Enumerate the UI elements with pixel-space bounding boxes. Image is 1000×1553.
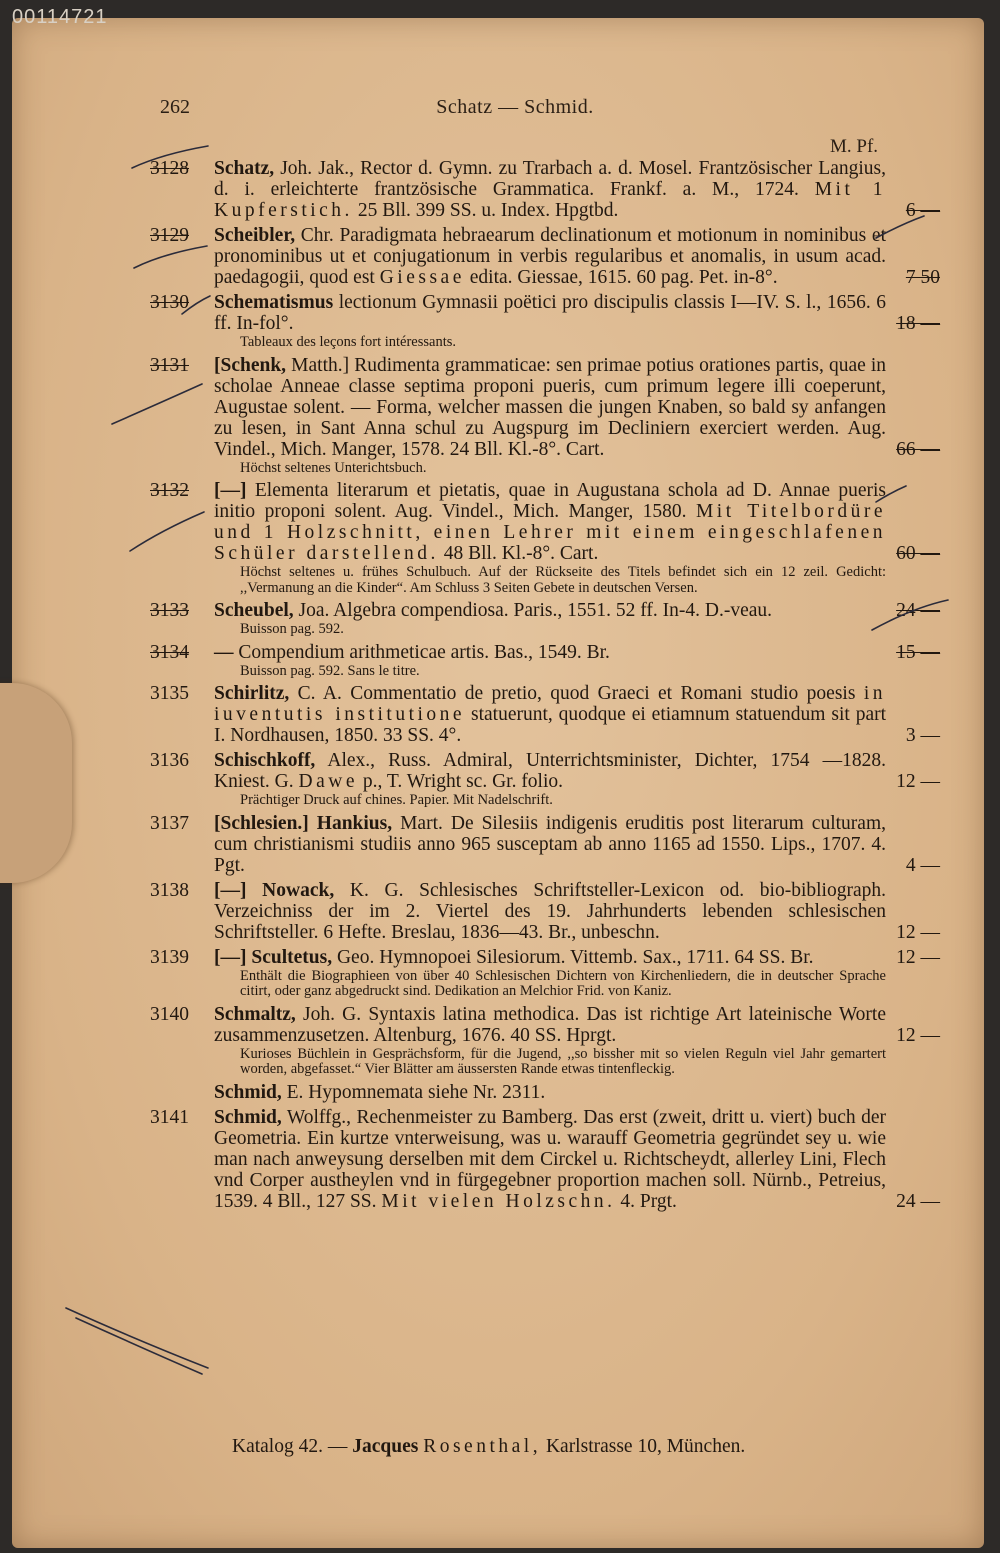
entry-number: 3130 <box>150 292 189 313</box>
footer-publisher: Jacques <box>352 1436 419 1457</box>
crossref-author: Schmid, <box>214 1081 282 1103</box>
entry-text <box>214 642 886 663</box>
entry-number: 3134 <box>150 641 189 663</box>
entry-spaced-text: in iuventutis institutione <box>214 683 886 725</box>
entry-text <box>214 947 886 968</box>
entry-number: 3129 <box>150 225 189 246</box>
entry-author: Scheubel, <box>214 600 294 621</box>
catalog-entry <box>150 600 940 638</box>
entry-text <box>214 1004 886 1046</box>
catalog-entry <box>150 355 940 477</box>
entry-description: Wolffg., Rechenmeister zu Bamberg. Das erst (zweit, dritt u. viert) buch der Geometria. Ein kurtze vnterweisung, was u. warauff Geometria gegründet sey u. wie man nach anweysung derselben mit dem Circkel u. Richtscheydt, allerley Lini, Flech vnd Corper austheylen vnd in fürgegebner proportion machen soll. Nürnb., Petreius, 1539. 4 Bll., 127 SS. <box>214 1106 886 1212</box>
entry-text <box>214 1107 886 1212</box>
entry-price: 12 — <box>896 946 940 968</box>
catalog-entry <box>150 158 940 221</box>
entry-text <box>214 480 886 564</box>
footer-catalog: Katalog 42. — <box>232 1436 348 1457</box>
entry-tail: statuerunt, quodque ei etiamnum statuendum sit part I. Nordhausen, 1850. 33 SS. 4°. <box>214 704 887 746</box>
entry-author: [Schlesien.] Hankius, <box>214 812 393 834</box>
entry-author: Schmaltz, <box>214 1003 296 1025</box>
entry-author: Schischkoff, <box>214 750 316 771</box>
entry-price: 7 50 <box>905 267 940 288</box>
entry-spaced-text: Giessae <box>379 267 465 288</box>
entry-spaced-text: Dawe <box>298 771 358 792</box>
entry-note: Höchst seltenes u. frühes Schulbuch. Auf der Rückseite des Titels befindet sich ein 12 zeil. Gedicht: ,,Vermanung an die Kinder“. Am Schluss 3 Seiten Gebete in deutschen Versen. <box>240 564 886 596</box>
catalog-entry <box>150 480 940 596</box>
entry-price: 18 — <box>896 313 940 334</box>
entry-spaced-text: Mit 1 Kupferstich. <box>214 179 886 221</box>
entry-number: 3136 <box>150 750 189 771</box>
entry-list <box>150 158 940 1216</box>
entry-note: Tableaux des leçons fort intéressants. <box>240 334 457 350</box>
entry-description: Joh. G. Syntaxis latina methodica. Das ist richtige Art lateinische Worte zusammenzusetzen. Altenburg, 1676. 40 SS. Hprgt. <box>214 1003 887 1046</box>
catalog-entry <box>150 642 940 680</box>
entry-author: [—] Scultetus, <box>214 946 333 968</box>
catalog-entry <box>150 1004 940 1078</box>
entry-price: 3 — <box>905 725 940 746</box>
page-number: 262 <box>160 96 190 118</box>
catalog-entry <box>150 947 940 1000</box>
entry-number: 3135 <box>150 683 189 704</box>
entry-price: 15 — <box>896 641 940 663</box>
entry-number: 3141 <box>150 1106 189 1128</box>
page-footer <box>232 1436 892 1458</box>
entry-description: Joh. Jak., Rector d. Gymn. zu Trarbach a. d. Mosel. Frantzösischer Langius, d. i. erleichterte frantzösische Grammatica. Frankf. a. M., 1724. <box>214 158 887 200</box>
running-head: Schatz — Schmid. <box>436 96 594 118</box>
entry-price: 4 — <box>905 854 940 876</box>
entry-text <box>214 813 886 876</box>
entry-author: Schematismus <box>214 292 334 313</box>
entry-number: 3132 <box>150 480 189 501</box>
entry-number: 3138 <box>150 879 189 901</box>
entry-text <box>214 600 886 621</box>
footer-publisher-surname: Rosenthal, <box>423 1436 542 1457</box>
page-tab <box>0 683 72 883</box>
archive-id: 00114721 <box>12 6 108 28</box>
entry-text <box>214 158 886 221</box>
catalog-entry <box>150 1107 940 1212</box>
catalog-entry <box>150 880 940 943</box>
entry-text <box>214 750 886 792</box>
entry-note: Buisson pag. 592. <box>240 621 344 637</box>
entry-description: K. G. Schlesisches Schriftsteller-Lexicon od. bio-bibliograph. Verzeichniss der im 2. Viertel des 19. Jahrhunderts lebenden schlesischen Schriftsteller. 6 Hefte. Breslau, 1836—43. Br., unbeschn. <box>214 879 886 943</box>
entry-number: 3139 <box>150 946 189 968</box>
entry-number: 3128 <box>150 158 189 179</box>
entry-tail: 4. Prgt. <box>620 1190 677 1212</box>
entry-description: Chr. Paradigmata hebraearum declinationum et motionum in nominibus et pronominibus ut et conjugationum in verbis regularibus et anomalis, in usum acad. paedagogii, quod est <box>214 225 886 288</box>
entry-number: 3131 <box>150 354 189 376</box>
entry-description: Geo. Hymnopoei Silesiorum. Vittemb. Sax., 1711. 64 SS. Br. <box>336 946 814 968</box>
catalog-entry <box>150 813 940 876</box>
entry-author: Scheibler, <box>214 225 296 246</box>
catalog-entry <box>150 292 940 351</box>
entry-author: — <box>214 641 234 663</box>
entry-tail: edita. Giessae, 1615. 60 pag. Pet. in-8°. <box>469 267 778 288</box>
entry-price: 12 — <box>896 921 940 943</box>
catalog-page <box>12 6 984 1548</box>
entry-note: Enthält die Biographieen von über 40 Schlesischen Dichtern von Kirchenliedern, die in deutscher Sprache citirt, oder ganz abgedruckt sind. Dedikation an Melchior Frid. von Kaniz. <box>240 967 886 999</box>
entry-text <box>214 683 886 746</box>
entry-description: Joa. Algebra compendiosa. Paris., 1551. 52 ff. In-4. D.-veau. <box>298 600 773 621</box>
entry-description: Mart. De Silesiis indigenis eruditis post literarum culturam, cum christianismi studiis anno 965 susceptam ab anno 1165 ad 1550. Lips., 1707. 4. Pgt. <box>214 812 886 876</box>
entry-price: 6 — <box>905 200 940 221</box>
entry-note: Prächtiger Druck auf chines. Papier. Mit Nadelschrift. <box>240 792 553 808</box>
entry-number: 3137 <box>150 812 189 834</box>
entry-description: lectionum Gymnasii poëtici pro discipulis classis I—IV. S. l., 1656. 6 ff. In-fol°. <box>214 292 886 334</box>
entry-description: C. A. Commentatio de pretio, quod Graeci et Romani studio poesis <box>297 683 856 704</box>
entry-text <box>214 225 886 288</box>
entry-note: Buisson pag. 592. Sans le titre. <box>240 662 420 679</box>
entry-spaced-text: Mit Titelbordüre und 1 Holzschnitt, einen Lehrer mit einem eingeschlafenen Schüler darstellend. <box>214 501 886 564</box>
footer-address: Karlstrasse 10, München. <box>545 1436 746 1457</box>
price-column-header: M. Pf. <box>830 136 879 157</box>
entry-author: [—] <box>214 480 247 501</box>
entry-author: [—] Nowack, <box>214 879 335 901</box>
entry-tail: 48 Bll. Kl.-8°. Cart. <box>443 543 599 564</box>
entry-note: Kurioses Büchlein in Gesprächsform, für die Jugend, ,,so bissher mit so vielen Reguln viel Jahr gemartert worden, abgefasset.“ Vier Blätter am äussersten Rande etwas tintenfleckig. <box>240 1045 886 1077</box>
entry-price: 12 — <box>896 1024 940 1046</box>
entry-author: Schirlitz, <box>214 683 290 704</box>
entry-description: Matth.] Rudimenta grammaticae: sen primae potius orationes partis, quae in scholae Anneae classe septima proponi pueris, cum primum legere illi coeperunt, Augustae solent. — Forma, welcher massen die jungen Knaben, so bald sy anfangen zu lesen, in Sant Anna schul zu Augspurg im Decliniern exerciert werden. Aug. Vindel., Mich. Manger, 1578. 24 Bll. Kl.-8°. Cart. <box>214 354 887 460</box>
entry-author: Schmid, <box>214 1106 282 1128</box>
entry-number: 3140 <box>150 1003 189 1025</box>
entry-price: 12 — <box>896 771 940 792</box>
entry-tail: p., T. Wright sc. Gr. folio. <box>362 771 564 792</box>
entry-price: 66 — <box>896 438 940 460</box>
entry-note: Höchst seltenes Unterichtsbuch. <box>240 459 427 476</box>
entry-text <box>214 355 886 460</box>
entry-tail: 25 Bll. 399 SS. u. Index. Hpgtbd. <box>357 200 619 221</box>
entry-text <box>214 292 886 334</box>
catalog-entry <box>150 750 940 809</box>
entry-spaced-text: Mit vielen Holzschn. <box>381 1190 616 1212</box>
entry-description: Alex., Russ. Admiral, Unterrichtsminister, Dichter, 1754 —1828. Kniest. G. <box>214 750 886 792</box>
catalog-entry <box>150 683 940 746</box>
entry-text <box>214 880 886 943</box>
entry-description: Elementa literarum et pietatis, quae in Augustana schola ad D. Annae pueris initio proponi solent. Aug. Vindel., Mich. Manger, 1580. <box>214 480 886 522</box>
entry-author: [Schenk, <box>214 354 287 376</box>
entry-price: 24 — <box>896 1190 940 1212</box>
entry-author: Schatz, <box>214 158 275 179</box>
entry-description: Compendium arithmeticae artis. Bas., 1549. Br. <box>238 641 610 663</box>
page-header <box>150 96 880 122</box>
entry-number: 3133 <box>150 600 189 621</box>
catalog-entry <box>150 225 940 288</box>
crossref-text: E. Hypomnemata siehe Nr. 2311. <box>286 1081 546 1103</box>
entry-price: 24 — <box>896 600 940 621</box>
entry-price: 60 — <box>896 543 940 564</box>
cross-reference <box>214 1082 940 1103</box>
